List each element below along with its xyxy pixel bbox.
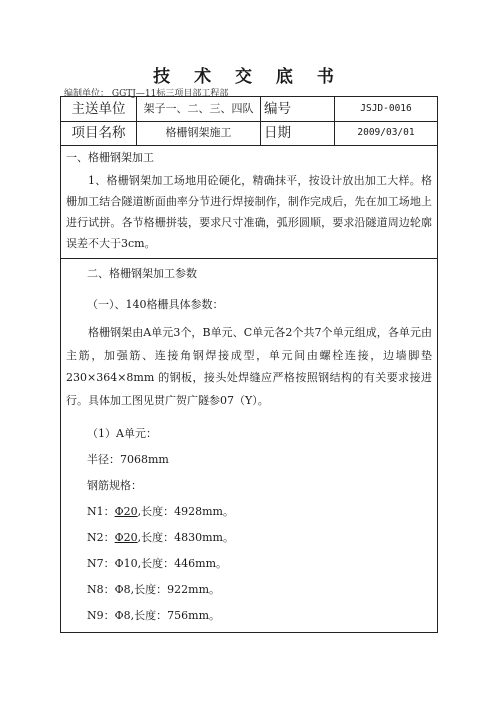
compiler-value: GGTJ—11标三项目部工程部	[111, 89, 229, 99]
section1-paragraph: 1、格栅钢架加工场地用砼硬化，精确抹平，按设计放出加工大样。格栅加工结合隧道断面曲率分节进行焊接制作，制作完成后，先在加工场地上进行试拼。各节格栅拼装，要求尺寸准确，弧形圆顺，要求沿隧道周边轮廓误差不大于3cm。	[66, 174, 432, 250]
section1-title: 一、格栅钢架加工	[66, 151, 154, 164]
spec-diameter: Φ8	[114, 583, 131, 596]
spec-detail: ,长度：4928mm。	[137, 505, 234, 518]
spec-item	[87, 554, 227, 574]
section2-paragraph: 格栅钢架由A单元3个，B单元、C单元各2个共7个单元组成，各单元由主筋，加强筋、连接角钢焊接成型，单元间由螺栓连接，边墙脚垫 230×364×8mm 的钢板，接头处焊缝应严格按照钢结构的有关要求接进行。具体加工图见贯广贺广隧参07（Y）。	[66, 326, 432, 407]
disclosure-sheet	[60, 96, 438, 633]
number-label: 编号	[261, 97, 335, 121]
spec-item	[87, 502, 234, 522]
unit-a-title: （1）A单元：	[87, 427, 157, 440]
spec-diameter: Φ10	[114, 557, 138, 570]
recipient-label: 主送单位	[61, 97, 137, 121]
document-title: 技 术 交 底 书	[153, 67, 343, 87]
spec-name: N9：	[87, 609, 115, 622]
spec-item	[87, 606, 220, 626]
header-row-recipient	[61, 97, 437, 122]
section2-title: 二、格栅钢架加工参数	[87, 267, 197, 280]
radius-line: 半径：7068mm	[87, 453, 169, 466]
date-label: 日期	[261, 121, 335, 145]
spec-item	[87, 580, 220, 600]
project-value: 格栅钢架施工	[137, 121, 261, 145]
header-row-project	[61, 121, 437, 146]
spec-name: N7：	[87, 557, 115, 570]
project-label: 项目名称	[61, 121, 137, 145]
spec-detail: ,长度：4830mm。	[137, 531, 234, 544]
spec-label: 钢筋规格：	[87, 479, 142, 492]
date-value: 2009/03/01	[357, 127, 415, 138]
number-value: JSJD-0016	[360, 103, 412, 114]
subsection-title: （一）、140格栅具体参数：	[87, 298, 224, 311]
spec-item	[87, 528, 234, 548]
spec-diameter: Φ20	[114, 505, 138, 518]
spec-diameter: Φ20	[114, 531, 138, 544]
spec-detail: ,长度：756mm。	[130, 609, 221, 622]
spec-diameter: Φ8	[114, 609, 131, 622]
spec-name: N1：	[87, 505, 115, 518]
section-divider	[61, 258, 437, 259]
spec-detail: ,长度：446mm。	[137, 557, 227, 570]
compiler-label: 编制单位：	[64, 89, 110, 99]
spec-detail: ,长度：922mm。	[130, 583, 221, 596]
spec-name: N8：	[87, 583, 115, 596]
recipient-value: 架子一、二、三、四队	[137, 97, 261, 121]
spec-name: N2：	[87, 531, 115, 544]
